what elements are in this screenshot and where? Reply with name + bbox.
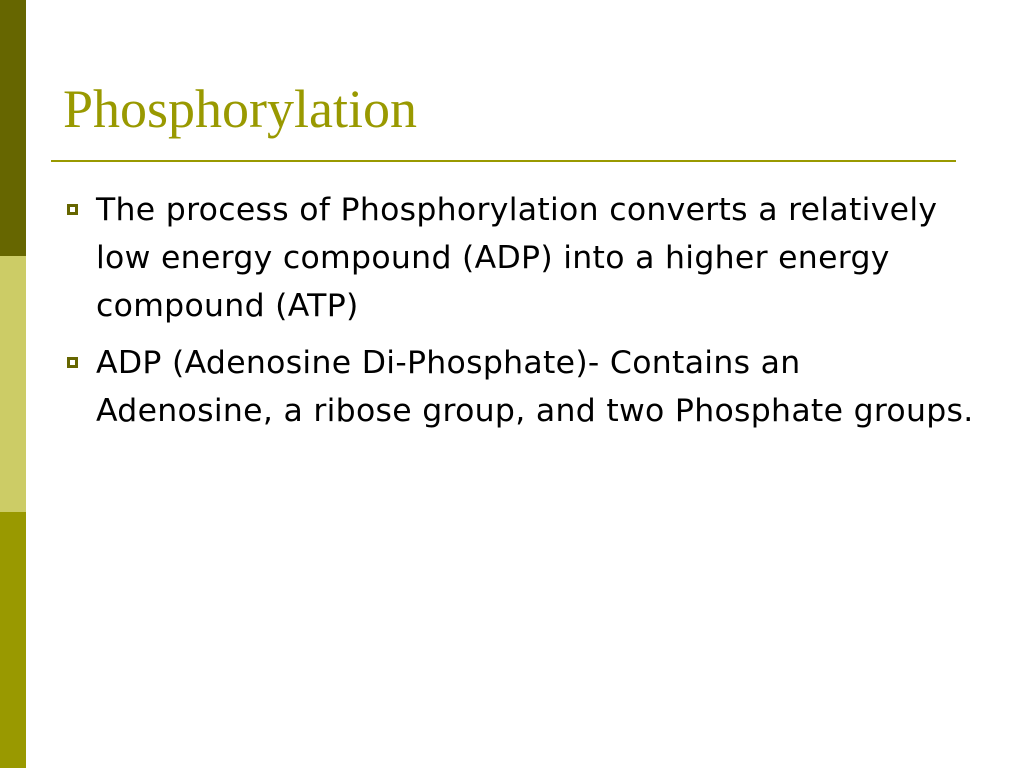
bullet-list: [62, 186, 982, 444]
bullet-text: ADP (Adenosine Di-Phosphate)- Contains an Adenosine, a ribose group, and two Phosphate groups.: [96, 345, 974, 429]
title-divider: [51, 160, 956, 162]
slide-title: Phosphorylation: [63, 79, 418, 139]
side-band-bottom: [0, 512, 26, 768]
bullet-item: [62, 186, 982, 330]
hollow-square-bullet-icon: [67, 357, 78, 368]
side-band-middle: [0, 256, 26, 512]
hollow-square-bullet-icon: [67, 204, 78, 215]
side-band-top: [0, 0, 26, 256]
bullet-text: The process of Phosphorylation converts a relatively low energy compound (ADP) into a higher energy compound (ATP): [96, 192, 938, 324]
bullet-item: [62, 339, 982, 435]
